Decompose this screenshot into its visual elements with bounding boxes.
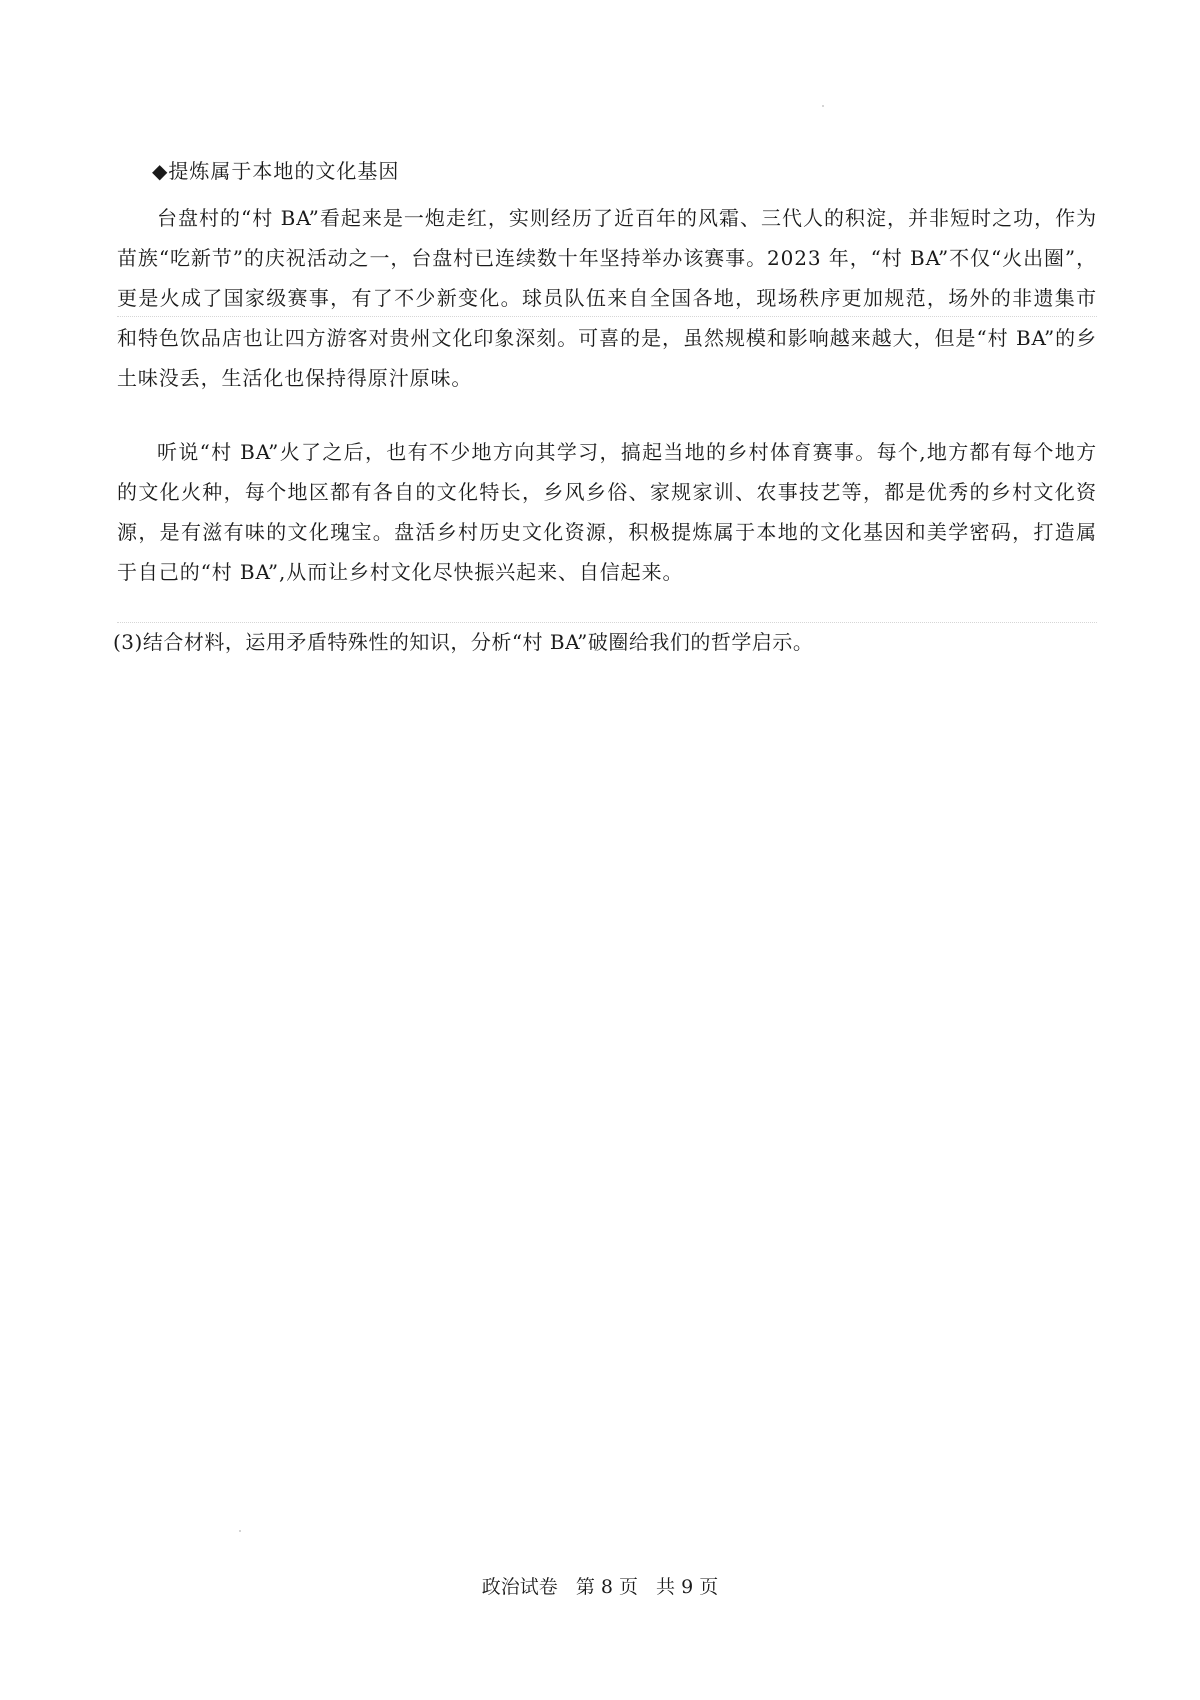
- section-heading: ◆提炼属于本地的文化基因: [152, 159, 400, 183]
- material-paragraph-2: 听说“村 BA”火了之后，也有不少地方向其学习，搞起当地的乡村体育赛事。每个,地方都有每个地方的文化火种，每个地区都有各自的文化特长，乡风乡俗、家规家训、农事技艺等，都是优秀的乡村文化资源，是有滋有味的文化瑰宝。盘活乡村历史文化资源，积极提炼属于本地的文化基因和美学密码，打造属于自己的“村 BA”,从而让乡村文化尽快振兴起来、自信起来。: [117, 440, 1097, 584]
- scan-speck: [822, 105, 824, 107]
- footer-page-number: 第 8 页: [575, 1576, 638, 1598]
- page-footer: [0, 1574, 1200, 1600]
- question-3: (3)结合材料，运用矛盾特殊性的知识，分析“村 BA”破圈给我们的哲学启示。: [113, 630, 814, 654]
- footer-subject: 政治试卷: [481, 1576, 558, 1598]
- footer-total-pages: 共 9 页: [656, 1576, 719, 1598]
- faint-dotted-rule: [117, 316, 1097, 317]
- question-separator-rule: [117, 622, 1097, 623]
- material-paragraph-1: 台盘村的“村 BA”看起来是一炮走红，实则经历了近百年的风霜、三代人的积淀，并非短时之功，作为苗族“吃新节”的庆祝活动之一，台盘村已连续数十年坚持举办该赛事。2023 年，“村 BA”不仅“火出圈”，更是火成了国家级赛事，有了不少新变化。球员队伍来自全国各地，现场秩序更加规范，场外的非遗集市和特色饮品店也让四方游客对贵州文化印象深刻。可喜的是，虽然规模和影响越来越大，但是“村 BA”的乡土味没丢，生活化也保持得原汁原味。: [117, 206, 1097, 390]
- scan-speck: [239, 1530, 241, 1532]
